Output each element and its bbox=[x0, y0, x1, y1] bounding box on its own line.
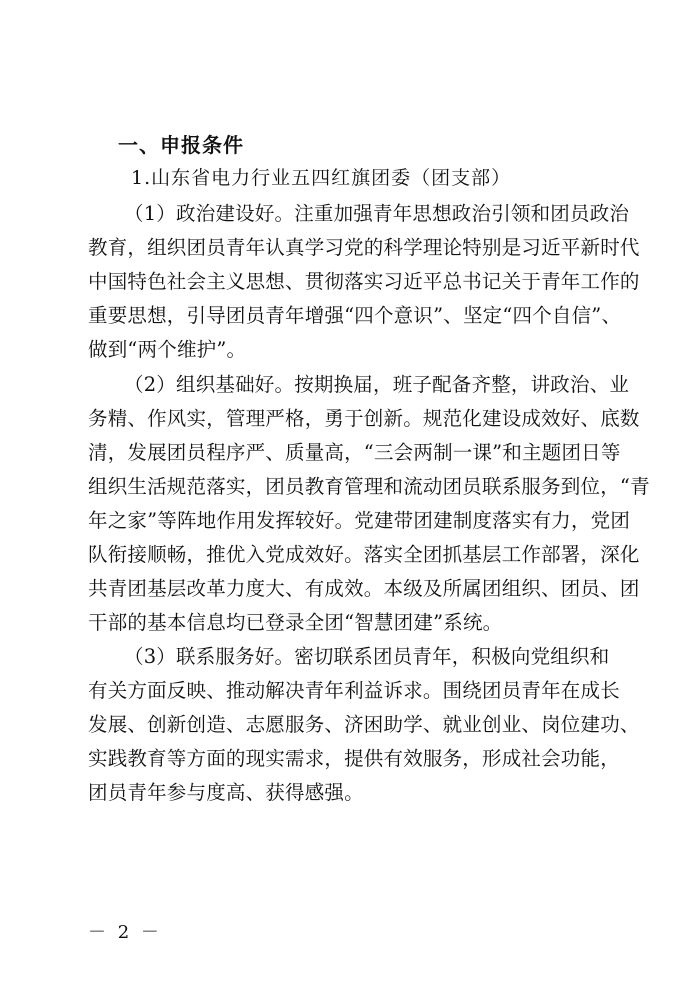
paragraph-2-line: 队衔接顺畅，推优入党成效好。落实全团抓基层工作部署，深化 bbox=[88, 543, 640, 566]
page-number: － 2 － bbox=[88, 922, 162, 943]
paragraph-1-line: 重要思想，引导团员青年增强“四个意识”、坚定“四个自信”、 bbox=[88, 304, 622, 327]
paragraph-1-line: 做到“两个维护”。 bbox=[88, 338, 247, 361]
paragraph-3-line: 实践教育等方面的现实需求，提供有效服务，形成社会功能， bbox=[88, 747, 620, 770]
paragraph-2-line: 共青团基层改革力度大、有成效。本级及所属团组织、团员、团 bbox=[88, 577, 640, 600]
paragraph-3-line: 有关方面反映、推动解决青年利益诉求。围绕团员青年在成长 bbox=[88, 679, 620, 702]
paragraph-2-line: 干部的基本信息均已登录全团“智慧团建”系统。 bbox=[88, 611, 503, 634]
paragraph-2-line: 年之家”等阵地作用发挥较好。党建带团建制度落实有力，党团 bbox=[88, 509, 631, 532]
section-heading: 一、申报条件 bbox=[118, 133, 244, 157]
paragraph-3-line: 发展、创新创造、志愿服务、济困助学、就业创业、岗位建功、 bbox=[88, 713, 640, 736]
paragraph-1-line: 中国特色社会主义思想、贯彻落实习近平总书记关于青年工作的 bbox=[88, 270, 640, 293]
paragraph-2-line: （2）组织基础好。按期换届，班子配备齐整，讲政治、业 bbox=[124, 373, 630, 396]
paragraph-1-line: （1）政治建设好。注重加强青年思想政治引领和团员政治 bbox=[124, 202, 630, 225]
subsection-heading: 1.山东省电力行业五四红旗团委（团支部） bbox=[131, 167, 512, 189]
paragraph-2-line: 务精、作风实，管理严格，勇于创新。规范化建设成效好、底数 bbox=[88, 407, 640, 430]
paragraph-2-line: 清，发展团员程序严、质量高，“三会两制一课”和主题团日等 bbox=[88, 441, 621, 464]
paragraph-3-line: （3）联系服务好。密切联系团员青年，积极向党组织和 bbox=[124, 645, 610, 668]
paragraph-3-line: 团员青年参与度高、获得感强。 bbox=[88, 781, 364, 804]
paragraph-2-line: 组织生活规范落实，团员教育管理和流动团员联系服务到位，“青 bbox=[88, 475, 650, 498]
paragraph-1-line: 教育，组织团员青年认真学习党的科学理论特别是习近平新时代 bbox=[88, 236, 640, 259]
